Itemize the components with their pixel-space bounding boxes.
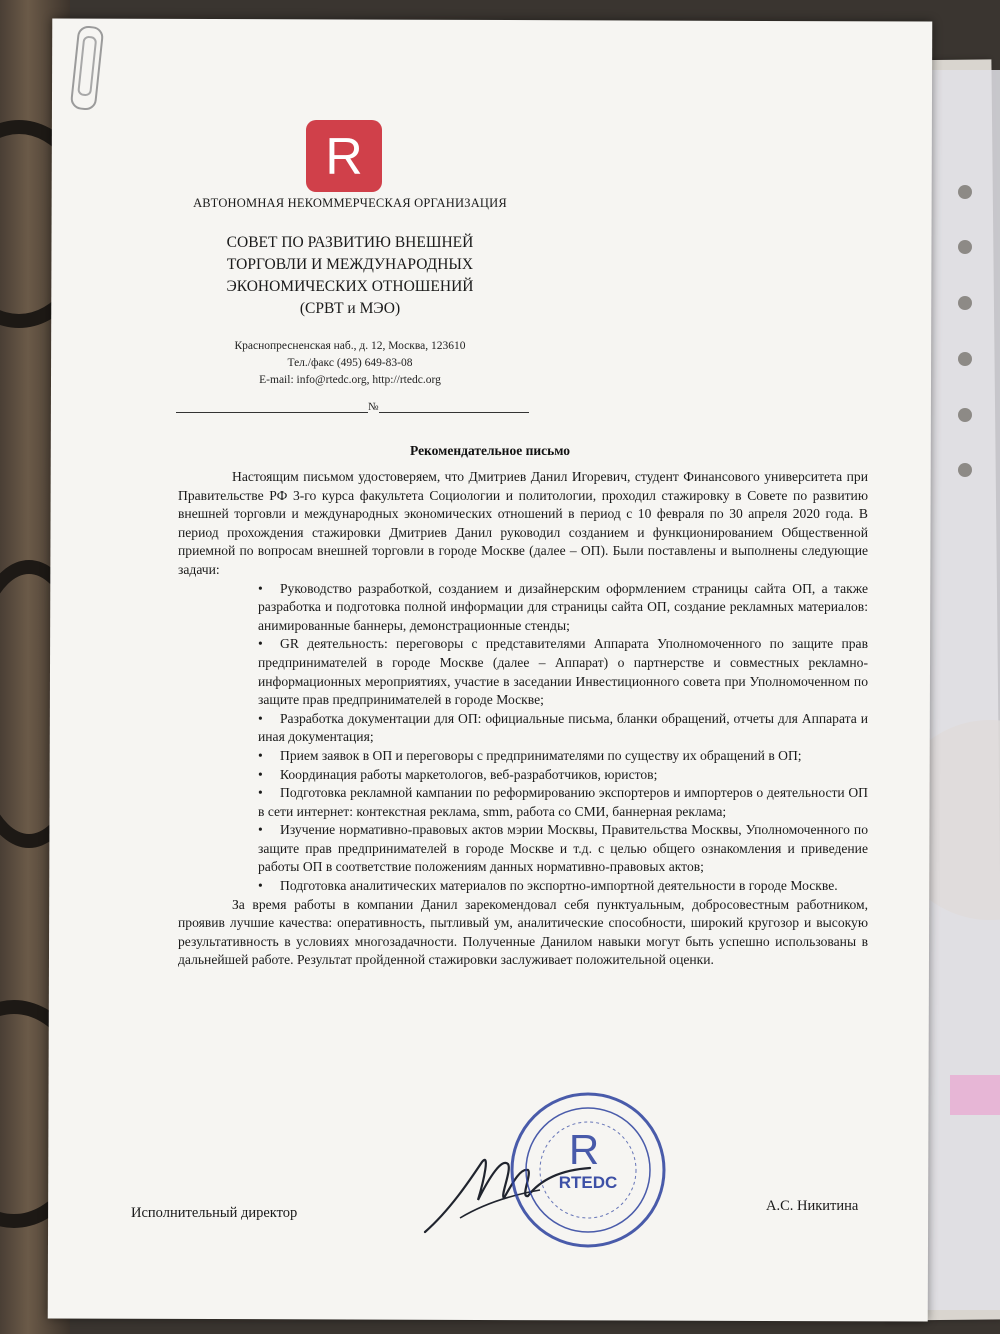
org-name: [160, 232, 540, 320]
number-blank: [379, 400, 529, 413]
org-contacts: E-mail: info@rtedc.org, http://rtedc.org: [259, 374, 441, 386]
org-name-line: ЭКОНОМИЧЕСКИХ ОТНОШЕНИЙ: [226, 278, 474, 295]
bullet-icon: •: [258, 710, 263, 726]
org-address: Краснопресненская наб., д. 12, Москва, 123610: [234, 340, 466, 352]
org-type: АВТОНОМНАЯ НЕКОММЕРЧЕСКАЯ ОРГАНИЗАЦИЯ: [193, 196, 507, 210]
bullet-icon: •: [258, 785, 263, 801]
list-item: • Координация работы маркетологов, веб-разработчиков, юристов;: [178, 766, 868, 785]
sleeve-hole: [958, 463, 972, 477]
svg-text:RTEDC: RTEDC: [558, 1173, 618, 1192]
letter-title: Рекомендательное письмо: [410, 443, 571, 458]
bullet-icon: •: [258, 580, 263, 596]
org-name-line: ТОРГОВЛИ И МЕЖДУНАРОДНЫХ: [226, 256, 474, 273]
org-address-block: [160, 338, 540, 389]
official-stamp: [498, 1090, 678, 1250]
bullet-icon: •: [258, 822, 263, 838]
signatory-position: Исполнительный директор: [131, 1205, 298, 1221]
org-phone: Тел./факс (495) 649-83-08: [287, 357, 413, 369]
org-name-line: (СРВТ и МЭО): [299, 300, 401, 317]
svg-text:R: R: [325, 128, 363, 184]
sleeve-hole: [958, 352, 972, 366]
signatory-name: А.С. Никитина: [766, 1198, 859, 1214]
list-item: • Подготовка рекламной кампании по реформированию экспортеров и импортеров о деятельности ОП в сети интернет: контекстная реклама, smm, работа со СМИ, баннерная реклама;: [258, 785, 868, 819]
bullet-icon: •: [258, 636, 263, 652]
intro-paragraph: Настоящим письмом удостоверяем, что Дмитриев Данил Игоревич, студент Финансового университета при Правительстве РФ 3-го курса факультета Социологии и политологии, проходил стажировку в Совете по развитию внешней торговли и международных экономических отношений в период с 10 февраля по 30 апреля 2020 года. В период прохождения стажировки Дмитриев Данил руководил созданием и функционированием Общественной приемной по вопросам внешней торговли в городе Москве (далее – ОП). Были поставлены и выполнены следующие задачи:: [178, 469, 868, 577]
list-item: • Подготовка аналитических материалов по экспортно-импортной деятельности в городе Москве.: [178, 877, 868, 896]
bullet-icon: •: [258, 747, 263, 763]
list-item: • Руководство разработкой, созданием и дизайнерским оформлением страницы сайта ОП, а также разработка и подготовка полной информации для страницы сайта ОП, создание рекламных материалов: анимированные баннеры, демонстрационные стенды;: [258, 580, 868, 633]
list-item: • Разработка документации для ОП: официальные письма, бланки обращений, отчеты для Аппарата и иная документация;: [258, 710, 868, 745]
sleeve-hole: [958, 408, 972, 422]
list-item: • Прием заявок в ОП и переговоры с предпринимателями по существу их обращений в ОП;: [178, 747, 868, 766]
number-sign: №: [368, 401, 379, 413]
list-item: • Изучение нормативно-правовых актов мэрии Москвы, Правительства Москвы, Уполномоченного по защите прав предпринимателей в городе Москве и т.д. с целью общего ознакомления и приведение работы ОП в соответствие положениям данных нормативно-правовых актов;: [258, 822, 868, 875]
bullet-icon: •: [258, 766, 263, 782]
org-logo: [306, 120, 382, 192]
sleeve-hole: [958, 185, 972, 199]
pink-tab: [950, 1075, 1000, 1115]
logo-r-icon: [316, 128, 372, 184]
registration-line: [176, 400, 529, 416]
list-item: • GR деятельность: переговоры с представителями Аппарата Уполномоченного по защите прав предпринимателей в городе Москве (далее – Аппарат) о партнерстве и совместных рекламно-информационных мероприятиях, участие в заседании Инвестиционного совета при Уполномоченном по защите прав предпринимателей в городе Москве;: [258, 636, 868, 708]
closing-paragraph: За время работы в компании Данил зарекомендовал себя пунктуальным, добросовестным работником, проявив лучшие качества: оперативность, пытливый ум, аналитические способности, широкий кругозор и высокую результативность в условиях многозадачности. Полученные Данилом навыки могут быть успешно использованы в дальнейшей работе. Результат пройденной стажировки заслуживает положительной оценки.: [178, 896, 868, 968]
svg-text:R: R: [568, 1126, 600, 1173]
sleeve-hole: [958, 296, 972, 310]
letter-body: [178, 468, 868, 970]
bullet-icon: •: [258, 878, 263, 894]
org-name-line: СОВЕТ ПО РАЗВИТИЮ ВНЕШНЕЙ: [226, 234, 474, 251]
date-blank: [176, 400, 368, 413]
sleeve-hole: [958, 240, 972, 254]
task-list: [178, 580, 868, 896]
